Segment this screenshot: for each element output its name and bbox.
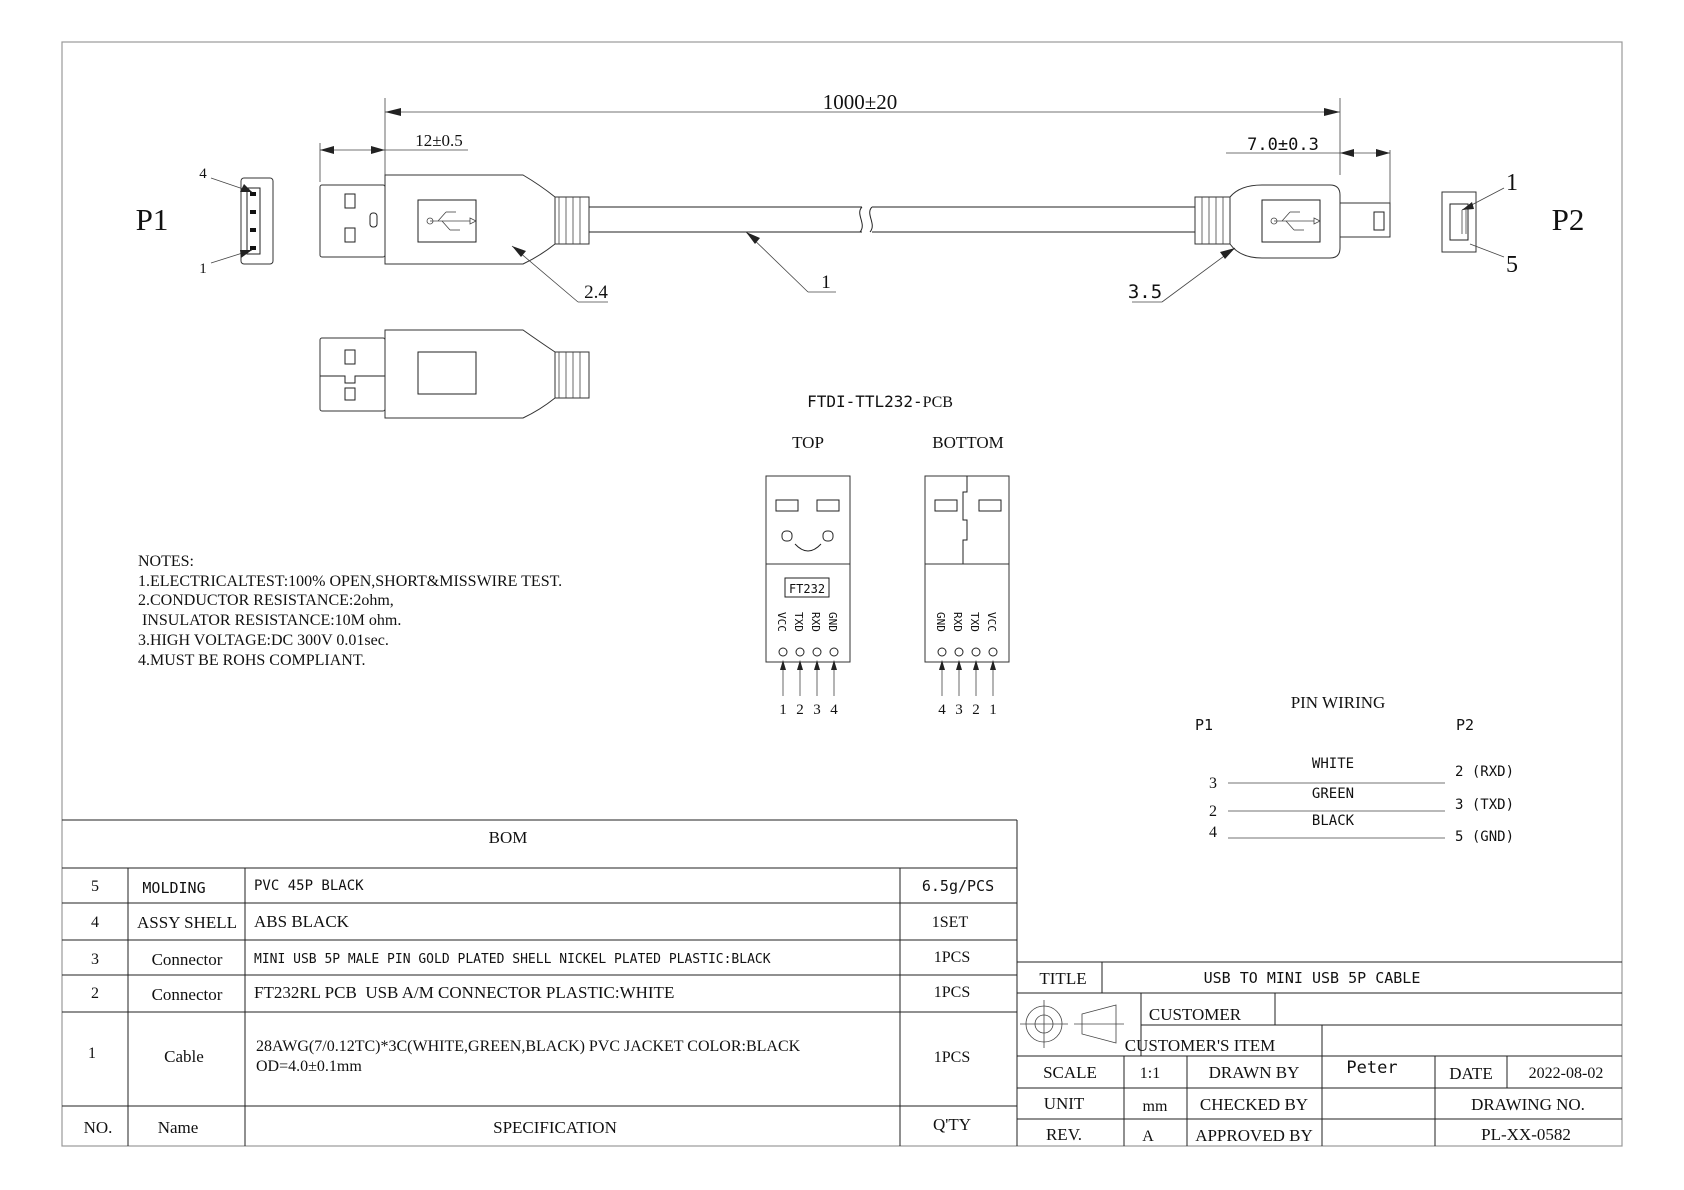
callout-cable: 1 <box>821 272 831 293</box>
note-line: INSULATOR RESISTANCE:10M ohm. <box>138 612 402 629</box>
title-block <box>1017 962 1622 1146</box>
note-line: 3.HIGH VOLTAGE:DC 300V 0.01sec. <box>138 632 389 649</box>
callout-molding-shell: 2.4 <box>584 282 608 303</box>
bom-row-spec: PVC 45P BLACK <box>254 878 364 894</box>
bottom-pin-txd: TXD <box>968 612 981 632</box>
bom-title: BOM <box>488 828 528 847</box>
bom-row-name: MOLDING <box>142 879 206 897</box>
note-line: 1.ELECTRICALTEST:100% OPEN,SHORT&MISSWIRE TEST. <box>138 573 563 590</box>
bottom-pin-gnd: GND <box>934 612 947 632</box>
unit-value: mm <box>1142 1098 1168 1115</box>
bom-row-spec: MINI USB 5P MALE PIN GOLD PLATED SHELL NICKEL PLATED PLASTIC:BLACK <box>254 952 771 967</box>
wire-p1-pin: 3 <box>1209 775 1217 792</box>
wire-p2-pin: 3 (TXD) <box>1455 797 1515 813</box>
bom-row-no: 4 <box>91 914 99 931</box>
bom-row-name: Cable <box>164 1047 204 1066</box>
connector-p1-label: P1 <box>135 202 169 237</box>
bom-row-no: 5 <box>91 878 99 895</box>
pcb-view <box>766 392 1009 718</box>
note-line: 2.CONDUCTOR RESISTANCE:2ohm, <box>138 592 394 609</box>
bom-row-no: 3 <box>91 951 99 968</box>
top-pin-gnd: GND <box>826 612 839 632</box>
bom-header-spec: SPECIFICATION <box>493 1118 617 1137</box>
p1-pin1-label: 1 <box>199 261 207 277</box>
pin-wiring-title: PIN WIRING <box>1290 693 1386 712</box>
wire-p1-pin: 4 <box>1209 824 1217 841</box>
top-pin-number-1: 1 <box>779 702 787 718</box>
notes-heading: NOTES: <box>138 553 194 570</box>
notes-block <box>138 553 562 669</box>
bottom-pin-rxd: RXD <box>951 612 964 632</box>
bottom-pin-number-1: 1 <box>989 702 997 718</box>
bom-header-qty: Q'TY <box>932 1115 972 1134</box>
drawing-no-value: PL-XX-0582 <box>1481 1125 1571 1144</box>
bom-row-spec: ABS BLACK <box>254 912 349 931</box>
bom-header-no: NO. <box>83 1118 113 1137</box>
date-value: 2022-08-02 <box>1528 1065 1604 1082</box>
bom-row-spec: 28AWG(7/0.12TC)*3C(WHITE,GREEN,BLACK) PVC JACKET COLOR:BLACK <box>256 1038 801 1055</box>
bom-row-name: ASSY SHELL <box>137 913 237 932</box>
dimension-overall-length: 1000±20 <box>822 90 898 114</box>
bom-table <box>62 820 1017 1146</box>
bom-row-qty: 1PCS <box>933 1049 971 1066</box>
wire-p1-pin: 2 <box>1209 803 1217 820</box>
bom-row-qty: 6.5g/PCS <box>921 877 995 895</box>
pcb-bottom-label: BOTTOM <box>932 433 1004 452</box>
pin-wiring-p1-header: P1 <box>1195 716 1214 734</box>
p2-pin5-label: 5 <box>1506 252 1518 278</box>
scale-value: 1:1 <box>1139 1065 1161 1082</box>
rev-value: A <box>1142 1128 1154 1145</box>
top-pin-txd: TXD <box>792 612 805 632</box>
wire-color: WHITE <box>1311 756 1355 772</box>
dimension-right-plug: 7.0±0.3 <box>1247 135 1319 155</box>
wire-color: GREEN <box>1311 786 1355 802</box>
bom-row-qty: 1SET <box>931 914 969 931</box>
bom-row-no: 2 <box>91 985 99 1002</box>
pcb-top-label: TOP <box>792 433 824 452</box>
scale-label: SCALE <box>1043 1063 1097 1082</box>
chip-label: FT232 <box>788 582 826 596</box>
projection-symbol-icon <box>1020 1000 1124 1048</box>
rev-label: REV. <box>1045 1125 1083 1144</box>
connector-p2-label: P2 <box>1551 202 1585 237</box>
note-line: 4.MUST BE ROHS COMPLIANT. <box>138 652 366 669</box>
drawn-by-label: DRAWN BY <box>1208 1063 1300 1082</box>
bom-row-spec-line2: OD=4.0±0.1mm <box>256 1058 362 1075</box>
p2-pin1-label: 1 <box>1506 170 1518 196</box>
bottom-pin-number-4: 4 <box>938 702 946 718</box>
wire-p2-pin: 2 (RXD) <box>1455 764 1515 780</box>
approved-by-label: APPROVED BY <box>1195 1126 1313 1145</box>
bom-row-qty: 1PCS <box>933 949 971 966</box>
wire-p2-pin: 5 (GND) <box>1455 829 1515 845</box>
bom-row-spec: FT232RL PCB USB A/M CONNECTOR PLASTIC:WHITE <box>254 983 675 1002</box>
checked-by-label: CHECKED BY <box>1199 1095 1309 1114</box>
title-label: TITLE <box>1039 969 1087 988</box>
wire-color: BLACK <box>1311 813 1355 829</box>
cable-assembly-view <box>136 90 1585 418</box>
pcb-title: FTDI-TTL232-PCB <box>807 392 953 411</box>
bom-header-name: Name <box>157 1118 199 1137</box>
top-pin-number-3: 3 <box>813 702 821 718</box>
title-value: USB TO MINI USB 5P CABLE <box>1203 969 1421 987</box>
bottom-pin-number-3: 3 <box>955 702 963 718</box>
drawn-by-value: Peter <box>1346 1058 1398 1078</box>
bom-row-name: Connector <box>151 950 223 969</box>
pin-wiring-table <box>1195 693 1514 845</box>
pin-wiring-p2-header: P2 <box>1456 716 1475 734</box>
callout-mini-usb-connector: 3.5 <box>1127 281 1163 303</box>
bottom-pin-number-2: 2 <box>972 702 980 718</box>
unit-label: UNIT <box>1043 1094 1085 1113</box>
top-pin-number-4: 4 <box>830 702 838 718</box>
top-pin-number-2: 2 <box>796 702 804 718</box>
dimension-left-plug: 12±0.5 <box>415 131 463 150</box>
bom-row-qty: 1PCS <box>933 984 971 1001</box>
bom-row-no: 1 <box>88 1045 96 1062</box>
drawing-no-label: DRAWING NO. <box>1471 1095 1585 1114</box>
p1-pin4-label: 4 <box>199 166 207 182</box>
bom-row-name: Connector <box>151 985 223 1004</box>
bottom-pin-vcc: VCC <box>985 612 998 632</box>
top-pin-rxd: RXD <box>809 612 822 632</box>
top-pin-vcc: VCC <box>775 612 788 632</box>
customer-item-label: CUSTOMER'S ITEM <box>1124 1036 1276 1055</box>
date-label: DATE <box>1449 1064 1493 1083</box>
customer-label: CUSTOMER <box>1148 1005 1242 1024</box>
